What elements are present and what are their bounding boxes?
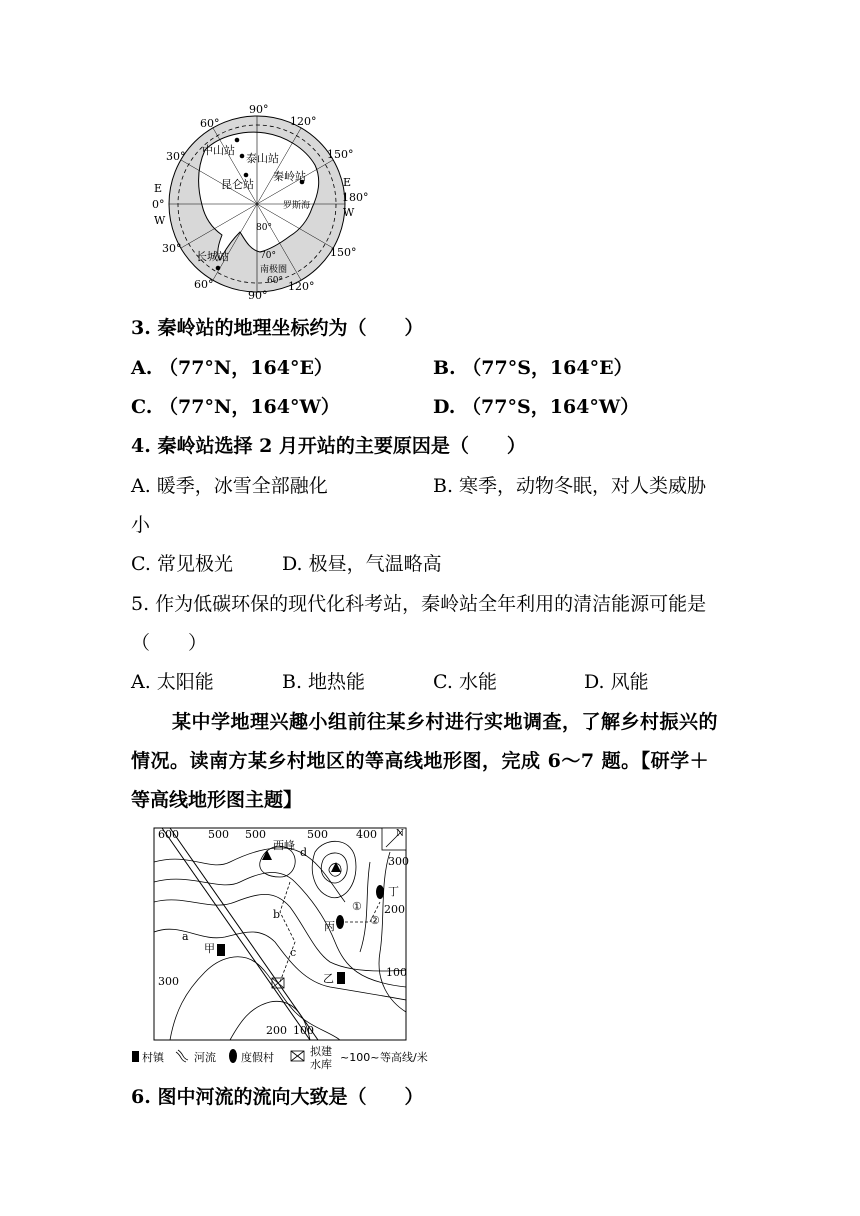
contour-500-b: 500 <box>245 828 266 841</box>
label-120-bot: 120° <box>288 280 315 293</box>
label-taishan: 泰山站 <box>246 152 279 165</box>
label-ross: 罗斯海 <box>283 201 311 211</box>
taishan-dot <box>240 154 245 159</box>
q3-option-a: A. （77°N，164°E） <box>131 357 333 379</box>
q4-stem: 4. 秦岭站选择 2 月开站的主要原因是（ ） <box>131 435 526 457</box>
contour-500-c: 500 <box>307 828 328 841</box>
q4-option-b-continued: 小 <box>131 514 151 536</box>
label-a: a <box>182 930 189 943</box>
legend-village: 村镇 <box>142 1051 164 1064</box>
contour-map <box>130 822 430 1072</box>
legend-reservoir-2: 水库 <box>310 1058 332 1071</box>
label-zhongshan: 中山站 <box>202 144 235 157</box>
contour-500-a: 500 <box>208 828 229 841</box>
legend <box>132 1044 428 1071</box>
label-d: d <box>300 846 308 859</box>
label-150-br: 150° <box>330 246 357 259</box>
q6-stem: 6. 图中河流的流向大致是（ ） <box>131 1086 424 1108</box>
label-changcheng: 长城站 <box>196 250 229 263</box>
q4-option-b-wrap <box>433 474 706 498</box>
q3-stem: 3. 秦岭站的地理坐标约为（ ） <box>131 317 424 339</box>
contour-100-a: 100 <box>386 966 407 979</box>
label-90-bot: 90° <box>248 289 268 302</box>
q4-option-a: A. 暖季，冰雪全部融化 <box>131 475 328 497</box>
label-yi: 乙 <box>323 972 334 985</box>
q3-option-c: C. （77°N，164°W） <box>131 396 340 418</box>
label-kunlun: 昆仑站 <box>221 178 254 191</box>
label-qinling: 秦岭站 <box>273 170 306 183</box>
village-jia <box>217 944 225 956</box>
label-lat60: 60° <box>267 276 283 286</box>
north-label: N <box>396 829 404 839</box>
contour-400: 400 <box>356 828 377 841</box>
label-W-right: W <box>343 206 355 219</box>
q3-option-d: D. （77°S，164°W） <box>433 396 640 418</box>
label-bing: 丙 <box>324 920 335 933</box>
legend-river: 河流 <box>194 1051 216 1064</box>
label-b: b <box>273 908 281 921</box>
label-lat80: 80° <box>256 223 272 233</box>
label-60-top: 60° <box>200 117 220 130</box>
river-legend-icon <box>176 1050 188 1062</box>
q4-option-d: D. 极昼，气温略高 <box>282 553 442 575</box>
intro-line-3: 等高线地形图主题】 <box>131 789 303 811</box>
resort-ding <box>376 885 384 899</box>
label-30-bl: 30° <box>162 242 182 255</box>
legend-reservoir-1: 拟建 <box>310 1045 332 1058</box>
label-180: 180° <box>342 191 369 204</box>
contour-300-a: 300 <box>388 855 409 868</box>
label-E-left: E <box>154 182 163 195</box>
q5-option-a: A. 太阳能 <box>131 671 214 693</box>
label-circled-1: ① <box>352 900 362 913</box>
intro-line-2: 情况。读南方某乡村地区的等高线地形图，完成 6～7 题。【研学＋ <box>131 750 710 772</box>
label-circled-2: ② <box>370 914 380 927</box>
q5-option-c: C. 水能 <box>433 671 497 693</box>
q4-option-b: B. 寒季，动物冬眠，对人类威胁 <box>433 475 707 497</box>
contour-100-b: 100 <box>293 1024 314 1037</box>
legend-resort: 度假村 <box>241 1051 274 1064</box>
label-0: 0° <box>152 198 165 211</box>
reservoir-legend-icon <box>291 1051 304 1061</box>
contour-600: 600 <box>158 828 179 841</box>
label-xifeng: 西峰 <box>273 839 295 852</box>
village-legend-icon <box>132 1051 139 1062</box>
label-120-top: 120° <box>290 115 317 128</box>
contour-200-a: 200 <box>384 903 405 916</box>
resort-legend-icon <box>229 1049 237 1063</box>
label-150-right: 150° <box>327 148 354 161</box>
label-jia: 甲 <box>204 942 215 955</box>
intro-line-1: 某中学地理兴趣小组前往某乡村进行实地调查，了解乡村振兴的 <box>172 711 719 733</box>
label-60-bot: 60° <box>194 278 214 291</box>
contour-300-b: 300 <box>158 975 179 988</box>
contour-200-b: 200 <box>266 1024 287 1037</box>
changcheng-dot <box>216 266 221 271</box>
label-30-left: 30° <box>166 150 186 163</box>
q4-option-c: C. 常见极光 <box>131 553 233 575</box>
q5-paren: （ ） <box>131 632 208 654</box>
label-ding: 丁 <box>388 885 399 898</box>
label-90-top: 90° <box>249 103 269 116</box>
zhongshan-dot <box>235 138 240 143</box>
label-southern-ocean: 南极圈 <box>260 265 288 275</box>
q4-option-a-wrap <box>131 474 328 498</box>
kunlun-dot <box>244 173 249 178</box>
village-yi <box>337 972 345 984</box>
q5-stem: 5. 作为低碳环保的现代化科考站，秦岭站全年利用的清洁能源可能是 <box>131 593 707 615</box>
resort-bing <box>336 915 344 929</box>
legend-contour-sample: ~100~ <box>340 1051 380 1064</box>
antarctica-map <box>150 100 370 305</box>
legend-contour: 等高线/米 <box>380 1051 428 1064</box>
q3-option-b: B. （77°S，164°E） <box>433 357 633 379</box>
q5-option-d: D. 风能 <box>584 671 649 693</box>
label-E-right: E <box>343 176 352 189</box>
q5-option-b: B. 地热能 <box>282 671 366 693</box>
label-W-left: W <box>154 214 166 227</box>
label-c: c <box>290 946 297 959</box>
label-lat70: 70° <box>260 251 276 261</box>
